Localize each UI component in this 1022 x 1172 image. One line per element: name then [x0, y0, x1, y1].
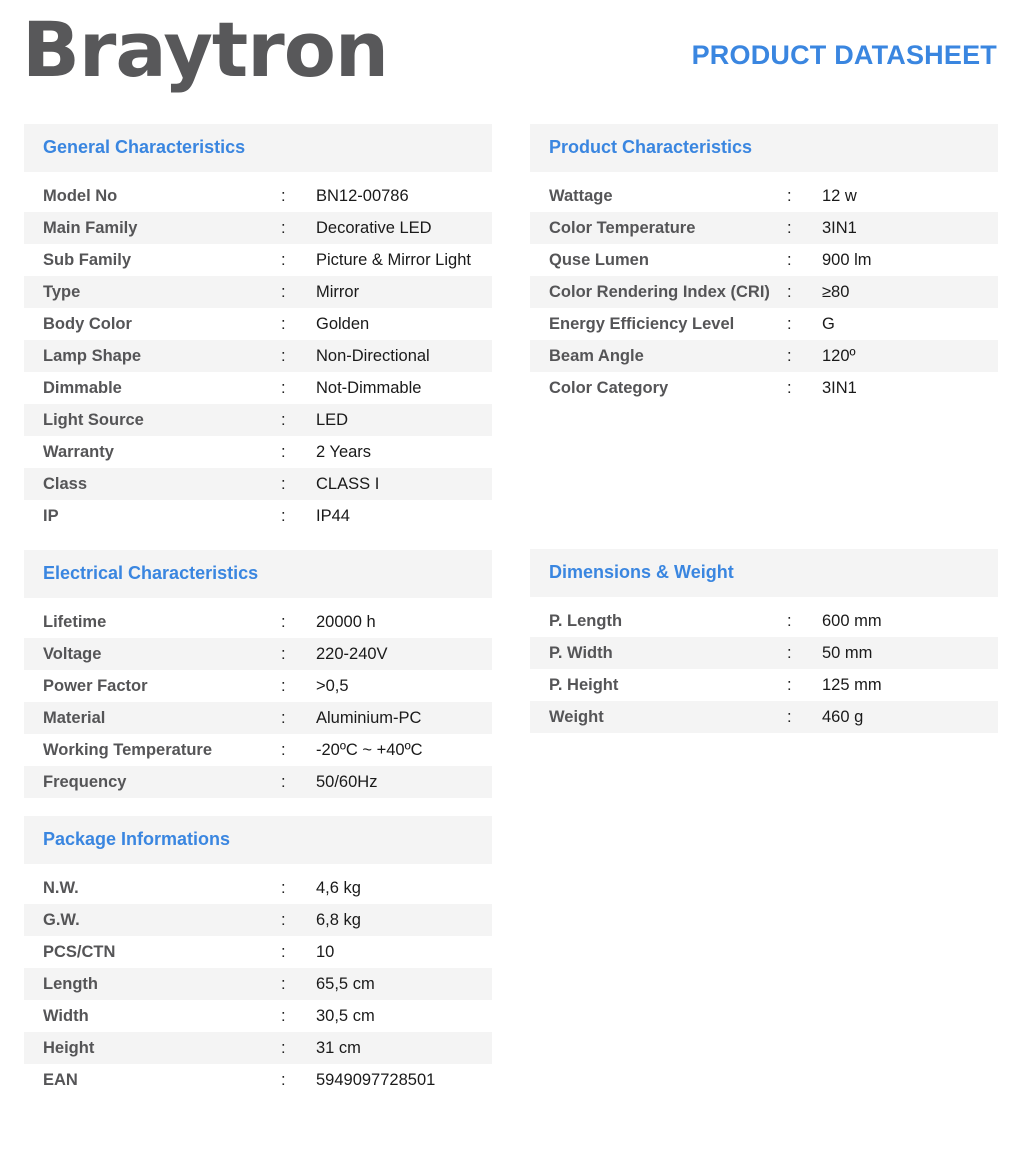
section-package-informations [24, 816, 492, 1096]
spec-separator: : [281, 645, 286, 663]
spec-value: IP44 [316, 507, 350, 525]
spec-separator: : [281, 1007, 286, 1025]
spec-row [24, 638, 492, 670]
spec-value: Decorative LED [316, 219, 432, 237]
spec-label: P. Width [549, 644, 613, 662]
spec-label: Color Category [549, 379, 669, 397]
spec-row [530, 212, 998, 244]
spec-separator: : [787, 708, 792, 726]
spec-row [24, 1032, 492, 1064]
spec-value: 3IN1 [822, 219, 857, 237]
spec-separator: : [281, 219, 286, 237]
spec-value: 65,5 cm [316, 975, 375, 993]
spec-value: ≥80 [822, 283, 850, 301]
spec-label: Lamp Shape [43, 347, 142, 365]
spec-label: Class [43, 475, 88, 493]
spec-separator: : [787, 644, 792, 662]
spec-separator: : [281, 975, 286, 993]
spec-value: 460 g [822, 708, 864, 726]
spec-row [24, 968, 492, 1000]
spec-label: IP [43, 507, 59, 525]
spec-row [24, 244, 492, 276]
spec-row [24, 468, 492, 500]
spec-separator: : [787, 315, 792, 333]
spec-separator: : [281, 443, 286, 461]
spec-separator: : [281, 943, 286, 961]
spec-row [530, 340, 998, 372]
spec-value: 50 mm [822, 644, 873, 662]
spec-label: Lifetime [43, 613, 107, 631]
spec-separator: : [281, 911, 286, 929]
spec-value: Non-Directional [316, 347, 430, 365]
spec-separator: : [281, 1039, 286, 1057]
spec-label: P. Height [549, 676, 619, 694]
spec-separator: : [281, 879, 286, 897]
spec-label: Frequency [43, 773, 127, 791]
spec-label: Material [43, 709, 106, 727]
spec-label: Weight [549, 708, 604, 726]
spec-label: G.W. [43, 911, 80, 929]
spec-separator: : [281, 379, 286, 397]
spec-value: Picture & Mirror Light [316, 251, 471, 269]
spec-separator: : [281, 709, 286, 727]
spec-label: Dimmable [43, 379, 122, 397]
section-title: Package Informations [24, 816, 492, 864]
spec-label: Wattage [549, 187, 613, 205]
spec-value: Aluminium-PC [316, 709, 422, 727]
spec-label: Height [43, 1039, 95, 1057]
spec-row [24, 308, 492, 340]
spec-value: 31 cm [316, 1039, 361, 1057]
spec-label: Model No [43, 187, 118, 205]
spec-value: 30,5 cm [316, 1007, 375, 1025]
spec-row [24, 606, 492, 638]
spec-separator: : [281, 773, 286, 791]
spec-value: CLASS I [316, 475, 380, 493]
section-title: General Characteristics [24, 124, 492, 172]
section-general-characteristics [24, 124, 492, 532]
spec-row [24, 372, 492, 404]
section-electrical-characteristics [24, 550, 492, 798]
spec-separator: : [281, 741, 286, 759]
spec-value: 220-240V [316, 645, 388, 663]
spec-separator: : [281, 475, 286, 493]
spec-row [24, 276, 492, 308]
spec-value: Golden [316, 315, 370, 333]
spec-value: 4,6 kg [316, 879, 361, 897]
spec-value: 20000 h [316, 613, 376, 631]
spec-separator: : [787, 187, 792, 205]
spec-separator: : [787, 219, 792, 237]
spec-separator: : [281, 677, 286, 695]
spec-row [530, 701, 998, 733]
spec-value: Not-Dimmable [316, 379, 422, 397]
document-title: PRODUCT DATASHEET [691, 40, 997, 70]
spec-label: PCS/CTN [43, 943, 116, 961]
spec-separator: : [281, 251, 286, 269]
section-dimensions-weight [530, 549, 998, 733]
spec-label: Color Rendering Index (CRI) [549, 283, 770, 301]
spec-separator: : [281, 283, 286, 301]
spec-separator: : [787, 379, 792, 397]
spec-row [530, 244, 998, 276]
spec-separator: : [281, 507, 286, 525]
spec-label: Power Factor [43, 677, 148, 695]
spec-label: Length [43, 975, 98, 993]
spec-row [24, 340, 492, 372]
spec-label: Type [43, 283, 81, 301]
spec-row [24, 670, 492, 702]
spec-separator: : [281, 315, 286, 333]
spec-value: 900 lm [822, 251, 872, 269]
spec-value: 3IN1 [822, 379, 857, 397]
spec-label: N.W. [43, 879, 79, 897]
spec-row [24, 734, 492, 766]
spec-value: 5949097728501 [316, 1071, 436, 1089]
spec-separator: : [281, 613, 286, 631]
spec-row [24, 212, 492, 244]
spec-separator: : [787, 347, 792, 365]
spec-value: Mirror [316, 283, 360, 301]
spec-row [24, 404, 492, 436]
spec-label: Main Family [43, 219, 138, 237]
spec-label: Color Temperature [549, 219, 696, 237]
spec-row [530, 669, 998, 701]
spec-row [530, 637, 998, 669]
spec-value: 10 [316, 943, 335, 961]
right-column [530, 124, 998, 726]
spec-value: 125 mm [822, 676, 882, 694]
spec-label: P. Length [549, 612, 623, 630]
spec-row [24, 766, 492, 798]
spec-row [24, 500, 492, 532]
spec-row [530, 180, 998, 212]
spec-label: Warranty [43, 443, 114, 461]
spec-label: Sub Family [43, 251, 132, 269]
spec-value: >0,5 [316, 677, 349, 695]
spec-separator: : [787, 612, 792, 630]
spec-label: Energy Efficiency Level [549, 315, 735, 333]
section-title: Electrical Characteristics [24, 550, 492, 598]
spec-label: Quse Lumen [549, 251, 649, 269]
spec-value: G [822, 315, 835, 333]
spec-label: Width [43, 1007, 89, 1025]
spec-row [24, 904, 492, 936]
section-product-characteristics [530, 124, 998, 404]
spec-separator: : [281, 1071, 286, 1089]
spec-label: Light Source [43, 411, 144, 429]
spec-label: EAN [43, 1071, 78, 1089]
spec-value: 12 w [822, 187, 857, 205]
spec-separator: : [281, 347, 286, 365]
spec-value: 600 mm [822, 612, 882, 630]
spec-row [530, 308, 998, 340]
spec-row [530, 276, 998, 308]
spec-row [24, 702, 492, 734]
spec-separator: : [787, 676, 792, 694]
spec-row [530, 605, 998, 637]
spec-value: 2 Years [316, 443, 372, 461]
spec-row [24, 936, 492, 968]
spec-label: Working Temperature [43, 741, 213, 759]
spec-value: -20ºC ~ +40ºC [316, 741, 423, 759]
spec-value: BN12-00786 [316, 187, 409, 205]
section-title: Product Characteristics [530, 124, 998, 172]
spec-value: 50/60Hz [316, 773, 378, 791]
spec-separator: : [787, 251, 792, 269]
left-column [24, 124, 492, 1114]
spec-separator: : [787, 283, 792, 301]
spec-row [24, 1000, 492, 1032]
spec-separator: : [281, 411, 286, 429]
brand-logo: Braytron [22, 5, 389, 94]
spec-value: 6,8 kg [316, 911, 361, 929]
spec-label: Body Color [43, 315, 132, 333]
spec-row [24, 180, 492, 212]
spec-separator: : [281, 187, 286, 205]
spec-value: LED [316, 411, 349, 429]
spec-label: Beam Angle [549, 347, 644, 365]
page-header [0, 0, 1022, 110]
spec-label: Voltage [43, 645, 102, 663]
section-title: Dimensions & Weight [530, 549, 998, 597]
spec-row [24, 436, 492, 468]
spec-value: 120º [822, 347, 856, 365]
spec-row [24, 1064, 492, 1096]
spec-row [24, 872, 492, 904]
spec-row [530, 372, 998, 404]
